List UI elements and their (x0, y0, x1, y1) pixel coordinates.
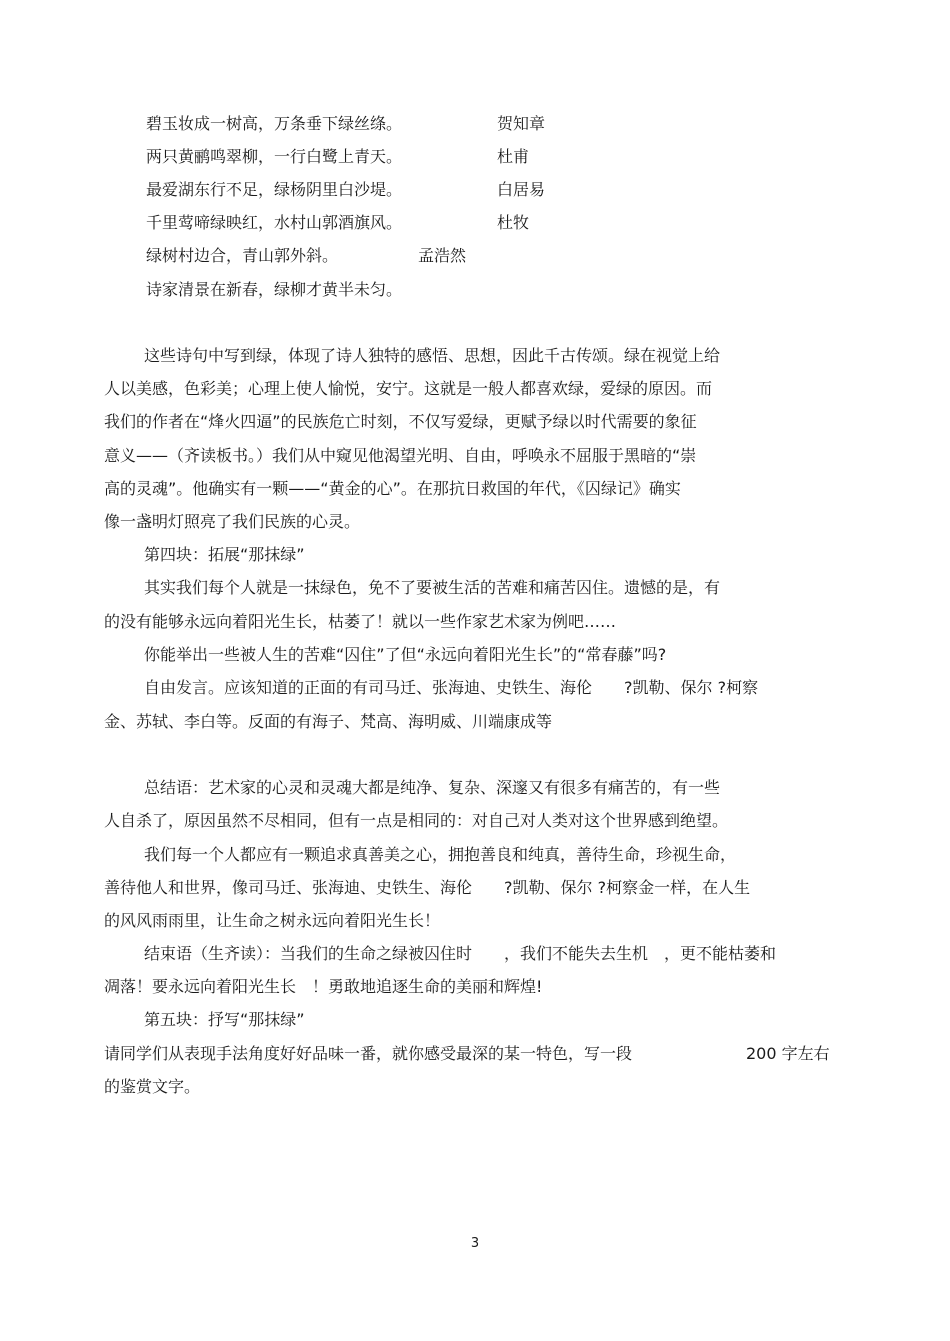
poem-line: 碧玉妆成一树高，万条垂下绿丝绦。 (146, 114, 403, 133)
paragraph-line: 我们的作者在“烽火四逼”的民族危亡时刻，不仅写爱绿，更赋予绿以时代需要的象征 (104, 412, 697, 431)
paragraph-line: 善待他人和世界，像司马迁、张海迪、史铁生、海伦 ?凯勒、保尔 ?柯察金一样，在人生 (104, 878, 751, 897)
paragraph-line: 凋落！要永远向着阳光生长 ！勇敢地追逐生命的美丽和辉煌! (104, 977, 543, 996)
poem-line: 最爱湖东行不足，绿杨阴里白沙堤。 (146, 180, 403, 199)
word-count-note: 200 字左右 (746, 1044, 830, 1063)
poem-line: 两只黄鹂鸣翠柳，一行白鹭上青天。 (146, 147, 403, 166)
paragraph-line: 自由发言。应该知道的正面的有司马迁、张海迪、史铁生、海伦 ?凯勒、保尔 ?柯察 (144, 678, 759, 697)
poem-author: 杜牧 (497, 213, 530, 232)
poem-author: 贺知章 (497, 114, 546, 133)
paragraph-line: 像一盏明灯照亮了我们民族的心灵。 (104, 512, 361, 531)
paragraph-line: 高的灵魂”。他确实有一颗——“黄金的心”。在那抗日救国的年代，《囚绿记》确实 (104, 479, 681, 498)
question-line: 你能举出一些被人生的苦难“囚住”了但“永远向着阳光生长”的“常春藤”吗? (144, 645, 667, 664)
paragraph-line: 意义——（齐读板书。）我们从中窥见他渴望光明、自由，呼唤永不屈服于黑暗的“崇 (104, 446, 697, 465)
section-heading: 第五块：抒写“那抹绿” (144, 1010, 305, 1029)
paragraph-line: 这些诗句中写到绿，体现了诗人独特的感悟、思想，因此千古传颂。绿在视觉上给 (144, 346, 721, 365)
paragraph-line: 金、苏轼、李白等。反面的有海子、梵高、海明威、川端康成等 (104, 712, 553, 731)
paragraph-line: 的没有能够永远向着阳光生长，枯萎了！就以一些作家艺术家为例吧…… (104, 612, 617, 631)
paragraph-line: 人自杀了，原因虽然不尽相同，但有一点是相同的：对自己对人类对这个世界感到绝望。 (104, 811, 729, 830)
paragraph-line: 的风风雨雨里，让生命之树永远向着阳光生长！ (104, 911, 441, 930)
paragraph-line: 我们每一个人都应有一颗追求真善美之心，拥抱善良和纯真，善待生命，珍视生命， (144, 845, 737, 864)
section-heading: 第四块：拓展“那抹绿” (144, 545, 305, 564)
paragraph-line: 结束语（生齐读）：当我们的生命之绿被囚住时 ，我们不能失去生机 ，更不能枯萎和 (144, 944, 777, 963)
paragraph-line: 的鉴赏文字。 (104, 1077, 201, 1096)
page-number: 3 (470, 1236, 480, 1251)
paragraph-line: 总结语：艺术家的心灵和灵魂大都是纯净、复杂、深邃又有很多有痛苦的，有一些 (144, 778, 721, 797)
poem-line: 诗家清景在新春，绿柳才黄半未匀。 (146, 280, 403, 299)
paragraph-line: 其实我们每个人就是一抹绿色，免不了要被生活的苦难和痛苦囚住。遗憾的是，有 (144, 578, 721, 597)
poem-author: 杜甫 (497, 147, 530, 166)
poem-author: 孟浩然 (418, 246, 467, 265)
poem-line: 千里莺啼绿映红，水村山郭酒旗风。 (146, 213, 403, 232)
paragraph-line: 人以美感，色彩美；心理上使人愉悦，安宁。这就是一般人都喜欢绿，爱绿的原因。而 (104, 379, 713, 398)
poem-line: 绿树村边合，青山郭外斜。 (146, 246, 339, 265)
paragraph-line: 请同学们从表现手法角度好好品味一番，就你感受最深的某一特色，写一段 (104, 1044, 633, 1063)
poem-author: 白居易 (497, 180, 546, 199)
